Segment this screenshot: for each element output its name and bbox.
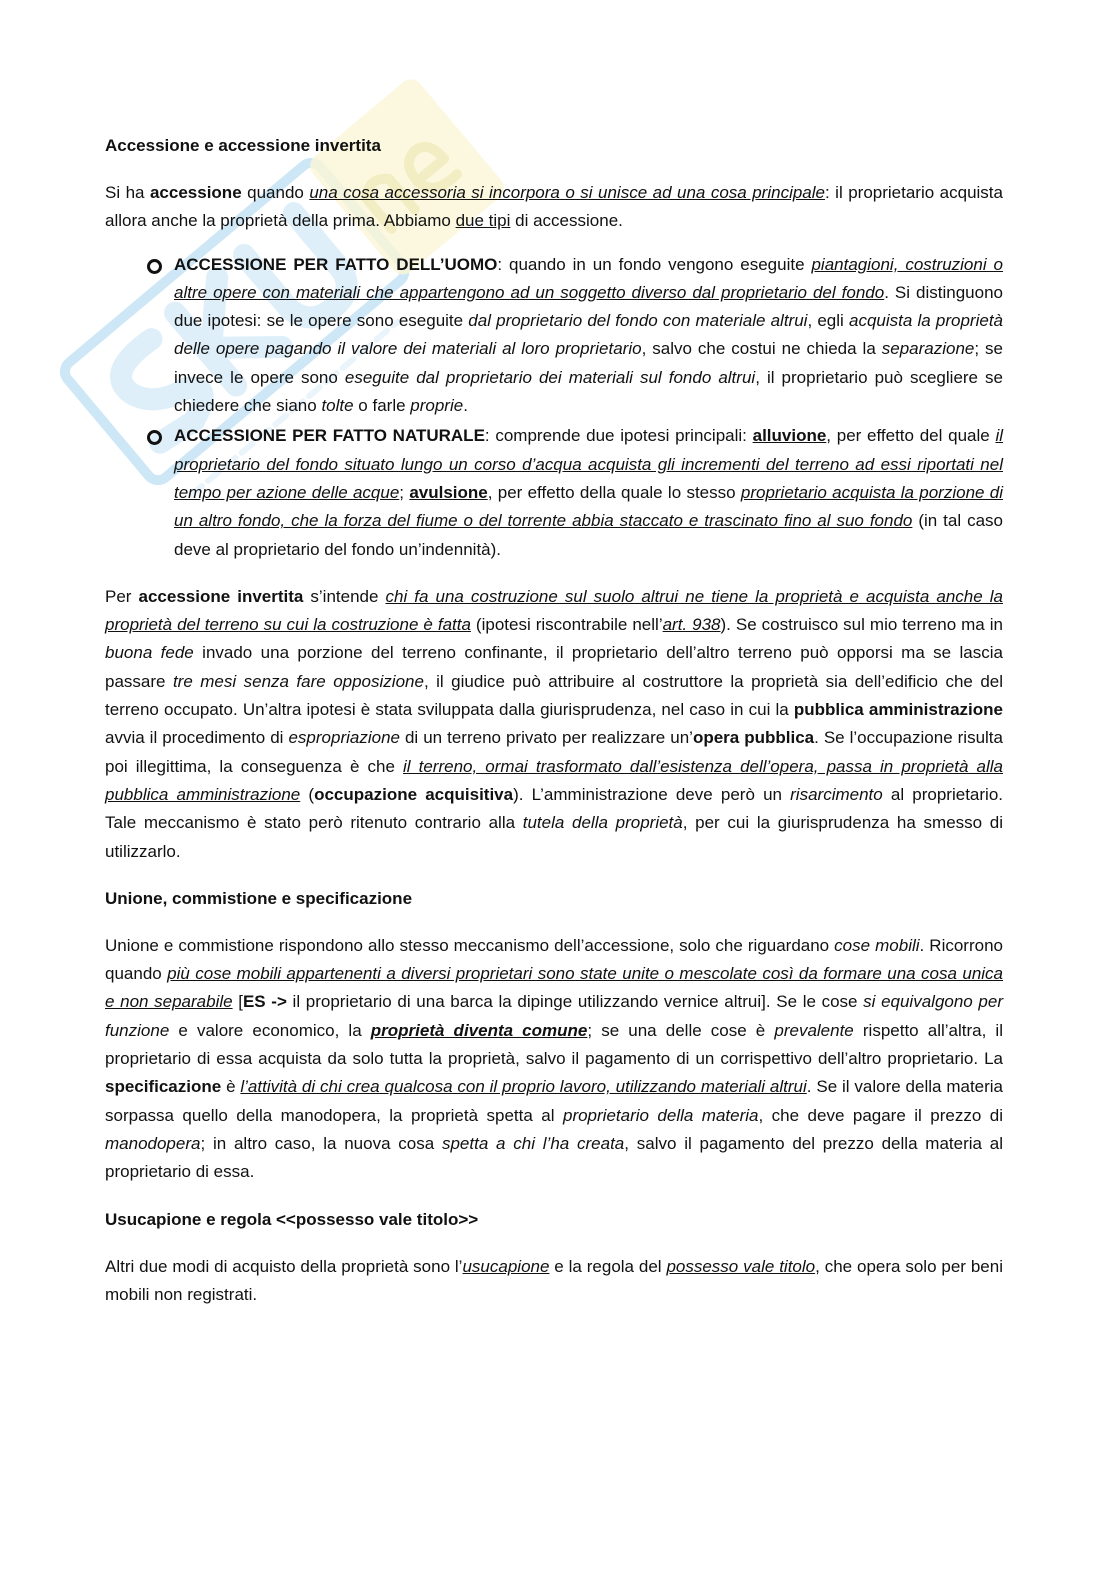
text-run: , salvo il pagamento del prezzo della materia al proprietario di essa. bbox=[105, 1133, 1003, 1182]
text-run: . Si distinguono due ipotesi: se le opere sono eseguite bbox=[174, 282, 1003, 331]
text-run: Unione e commistione rispondono allo stesso meccanismo dell’accessione, solo che riguardano bbox=[105, 935, 835, 955]
text-run: due tipi bbox=[455, 211, 511, 231]
bold-text: opera pubblica bbox=[692, 728, 815, 748]
emphasis-text: chi fa una costruzione sul suolo altrui ne tiene la proprietà e acquista anche la proprietà del terreno su cui la costruzione è fatta bbox=[105, 586, 1003, 635]
bold-text: accessione bbox=[149, 183, 242, 202]
emphasis-text: proprie bbox=[410, 396, 464, 416]
text-run: ; se una delle cose è bbox=[587, 1020, 775, 1040]
text-run: , per effetto della quale lo stesso bbox=[487, 482, 741, 502]
emphasis-text: acquista la proprietà delle opere pagando il valore dei materiali al loro proprietario bbox=[174, 311, 1004, 359]
text-run: : il proprietario acquista allora anche la proprietà della prima. Abbiamo bbox=[105, 183, 1003, 231]
text-run: . Se il valore della materia sorpassa quello della manodopera, la proprietà spetta al bbox=[105, 1077, 1004, 1125]
text-run: , per cui la giurisprudenza ha smesso di utilizzarlo. bbox=[105, 813, 1004, 861]
section-heading: Accessione e accessione invertita bbox=[105, 136, 381, 155]
text-run: , salvo che costui ne chieda la bbox=[641, 339, 882, 359]
text-run: [ bbox=[232, 992, 243, 1012]
circle-bullet-icon bbox=[147, 430, 162, 445]
emphasis-text: possesso vale titolo bbox=[666, 1256, 816, 1276]
section-heading: Usucapione e regola <<possesso vale titolo>> bbox=[105, 1209, 479, 1229]
text-run: o farle bbox=[353, 396, 411, 416]
text-run: (ipotesi riscontrabile nell’ bbox=[470, 615, 663, 635]
text-run: , che opera solo per beni mobili non registrati. bbox=[105, 1256, 1003, 1304]
paragraph bbox=[105, 932, 1003, 1187]
emphasis-text: tutela della proprietà bbox=[522, 813, 683, 833]
emphasis-text: tre mesi senza fare opposizione bbox=[172, 671, 424, 691]
bold-text: alluvione bbox=[752, 426, 827, 446]
bullet-list bbox=[105, 251, 1003, 564]
text-run: Per bbox=[105, 586, 139, 606]
text-run: e la regola del bbox=[549, 1256, 667, 1276]
paragraph bbox=[105, 1253, 1003, 1310]
text-run: il proprietario di una barca la dipinge utilizzando vernice altrui]. Se le cose bbox=[286, 992, 864, 1012]
text-run: invado una porzione del terreno confinante, il proprietario dell’altro terreno può opporsi ma se lascia passare bbox=[105, 643, 1003, 691]
emphasis-text: espropriazione bbox=[288, 728, 400, 748]
emphasis-text: il proprietario del fondo situato lungo un corso d’acqua acquista gli incrementi del terreno ad essi riportati nel tempo per azione delle acque bbox=[174, 426, 1003, 502]
emphasis-text: spetta a chi l’ha creata bbox=[441, 1133, 625, 1153]
text-run: al proprietario. Tale meccanismo è stato però ritenuto contrario alla bbox=[105, 784, 1003, 833]
text-run: . bbox=[463, 396, 468, 416]
section-heading: Unione, commistione e specificazione bbox=[105, 888, 413, 908]
emphasis-text: manodopera bbox=[105, 1133, 201, 1153]
text-run: Altri due modi di acquisto della proprietà sono l’ bbox=[105, 1256, 463, 1276]
bold-text: ACCESSIONE PER FATTO NATURALE bbox=[174, 426, 485, 446]
emphasis-text: buona fede bbox=[105, 643, 194, 663]
emphasis-text: proprietario acquista la porzione di un altro fondo, che la forza del fiume o del torrente abbia staccato e trascinato fino al suo fondo bbox=[174, 482, 1004, 531]
text-run: , che deve pagare il prezzo di bbox=[758, 1105, 1003, 1125]
list-item bbox=[174, 422, 1003, 563]
text-run: : quando in un fondo vengono eseguite bbox=[497, 254, 812, 274]
text-run: (in tal caso deve al proprietario del fondo un’indennità). bbox=[174, 511, 1003, 559]
text-run: è bbox=[221, 1077, 241, 1097]
emphasis-text: cose mobili bbox=[834, 935, 920, 955]
bold-text: ES -> bbox=[242, 992, 287, 1012]
text-run: e valore economico, la bbox=[169, 1020, 371, 1040]
bold-text: accessione invertita bbox=[138, 586, 304, 606]
emphasis-text: art. 938 bbox=[662, 615, 721, 635]
text-run: . Ricorrono quando bbox=[105, 935, 1003, 984]
paragraph bbox=[105, 583, 1003, 866]
emphasis-text: dal proprietario del fondo con materiale altrui bbox=[468, 311, 808, 331]
emphasis-text: tolte bbox=[321, 396, 354, 416]
bold-text: avulsione bbox=[409, 482, 488, 502]
bold-text: proprietà diventa comune bbox=[370, 1020, 588, 1040]
text-run: , il proprietario può scegliere se chiedere che siano bbox=[174, 367, 1004, 416]
text-run: di accessione. bbox=[510, 211, 623, 231]
emphasis-text: usucapione bbox=[462, 1256, 550, 1276]
text-run: ). L’amministrazione deve però un bbox=[513, 784, 791, 804]
document-page bbox=[105, 132, 1003, 1328]
text-run: , egli bbox=[807, 311, 849, 331]
emphasis-text: eseguite dal proprietario dei materiali sul fondo altrui bbox=[344, 367, 756, 387]
text-run: rispetto all’altra, il proprietario di essa acquista da solo tutta la proprietà, salvo il pagamento di un corrispettivo dell’altro proprietario. La bbox=[105, 1020, 1003, 1069]
emphasis-text: il terreno, ormai trasformato dall’esistenza dell’opera, passa in proprietà alla pubblica amministrazione bbox=[105, 756, 1003, 804]
text-run: Si ha bbox=[105, 183, 150, 202]
text-run: ; in altro caso, la nuova cosa bbox=[200, 1133, 442, 1153]
emphasis-text: proprietario della materia bbox=[562, 1105, 759, 1125]
text-run: ). Se costruisco sul mio terreno ma in bbox=[720, 615, 1003, 635]
text-run: ; se invece le opere sono bbox=[174, 339, 1004, 387]
bold-text: ACCESSIONE PER FATTO DELL’UOMO bbox=[174, 254, 498, 274]
emphasis-text: si equivalgono per funzione bbox=[105, 992, 1003, 1040]
text-run: , il giudice può attribuire al costruttore la proprietà sia dell’edificio che del terreno occupato. Un’altra ipotesi è stata sviluppata dalla giurisprudenza, nel caso in cui la bbox=[105, 671, 1003, 720]
text-run: ( bbox=[300, 784, 315, 804]
bold-text: pubblica amministrazione bbox=[793, 700, 1004, 720]
paragraph bbox=[105, 179, 1003, 236]
text-run: ; bbox=[399, 482, 410, 502]
text-run: di un terreno privato per realizzare un’ bbox=[399, 728, 693, 748]
circle-bullet-icon bbox=[147, 259, 162, 274]
emphasis-text: separazione bbox=[881, 339, 975, 359]
text-run: avvia il procedimento di bbox=[105, 728, 289, 748]
text-run: : comprende due ipotesi principali: bbox=[484, 426, 753, 446]
emphasis-text: una cosa accessoria si incorpora o si unisce ad una cosa principale bbox=[309, 183, 825, 202]
emphasis-text: l’attività di chi crea qualcosa con il proprio lavoro, utilizzando materiali altrui bbox=[240, 1077, 807, 1097]
emphasis-text: piantagioni, costruzioni o altre opere con materiali che appartengono ad un soggetto diverso dal proprietario del fondo bbox=[174, 254, 1003, 302]
emphasis-text: prevalente bbox=[774, 1020, 854, 1040]
list-item bbox=[174, 251, 1003, 421]
bold-text: occupazione acquisitiva bbox=[314, 784, 514, 804]
text-run: , per effetto del quale bbox=[826, 426, 996, 446]
text-run: quando bbox=[241, 183, 310, 202]
text-run: . Se l’occupazione risulta poi illegittima, la conseguenza è che bbox=[105, 728, 1003, 776]
emphasis-text: più cose mobili appartenenti a diversi proprietari sono state unite o mescolate così da formare una cosa unica e non separabile bbox=[105, 964, 1004, 1012]
text-run: s’intende bbox=[303, 586, 386, 606]
bold-text: specificazione bbox=[105, 1077, 222, 1097]
emphasis-text: risarcimento bbox=[790, 784, 883, 804]
